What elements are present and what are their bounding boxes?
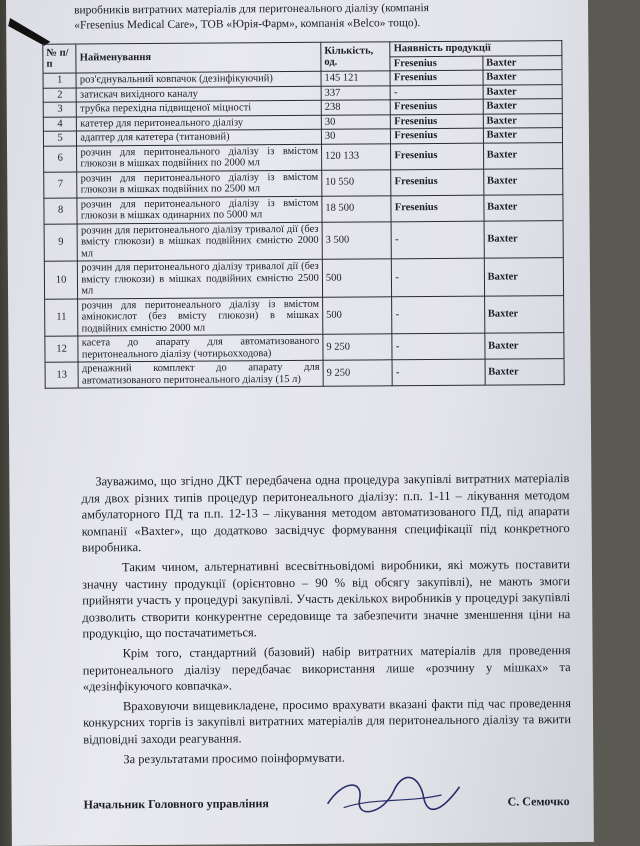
table-cell-qty: 10 550 [322, 169, 392, 195]
table-cell-baxter: Baxter [484, 220, 564, 258]
table-cell-baxter: Baxter [483, 99, 562, 114]
table-cell-num: 10 [44, 261, 78, 299]
table-cell-name: розчин для перитонеального діалізу із вмістом глюкози в мішках одинарних по 5000 мл [77, 196, 322, 224]
table-row [44, 220, 563, 261]
table-cell-avail: Fresenius [391, 128, 483, 143]
table-row [45, 333, 564, 363]
paragraph-5: За результатами просимо поінформувати. [123, 750, 345, 766]
table-cell-baxter: Baxter [483, 128, 562, 143]
table-cell-num: 7 [44, 172, 78, 198]
table-cell-qty: 9 250 [323, 334, 393, 360]
table-cell-avail: - [392, 296, 485, 334]
table-cell-avail: - [391, 221, 484, 259]
header-name: Найменування [76, 42, 321, 73]
products-table [42, 40, 564, 389]
table-cell-qty: 500 [322, 259, 392, 297]
header-availability: Наявність продукції [390, 41, 562, 57]
table-cell-num: 3 [43, 102, 76, 117]
table-cell-baxter: Baxter [483, 113, 562, 128]
table-cell-num: 4 [43, 117, 76, 132]
table-row [45, 359, 564, 389]
signatory-title: Начальник Головного управління [83, 796, 269, 812]
header-line-1: виробників витратних матеріалів для перитонеального діалізу (компанія [74, 2, 429, 17]
table-cell-num: 9 [44, 224, 78, 262]
table-cell-name: роз'єднувальний ковпачок (дезінфікуючий) [76, 71, 321, 87]
handwritten-signature [323, 773, 463, 818]
table-cell-qty: 18 500 [322, 195, 392, 221]
table-cell-name: трубка перехідна підвищеної міцності [77, 100, 322, 116]
table-cell-avail: Fresenius [391, 195, 483, 222]
paragraph-2: Таким чином, альтернативні всесвітньовідомі виробники, які можуть поставити значну частину продукції (орієнтовно – 90 % від обсягу закупівлі), не мають змоги прийняти участь у процедурі закупівлі. Участь декількох виробників у процедурі закупівлі дозволить створити конкурентне середовище та забезпечити значне зменшення ціни на продукцію, що постачатиметься. [82, 557, 571, 641]
table-cell-qty: 30 [321, 114, 391, 129]
table-cell-qty: 9 250 [323, 360, 393, 386]
header-qty: Кількість, од. [321, 42, 391, 71]
letter-body [81, 470, 571, 770]
table-cell-qty: 238 [321, 100, 391, 115]
table-cell-name: розчин для перитонеального діалізу із вмістом глюкози в мішках подвійних по 2500 мл [77, 170, 322, 198]
table-cell-num: 1 [43, 73, 76, 88]
table-row [44, 194, 563, 224]
table-row [44, 258, 563, 299]
table-cell-baxter: Baxter [483, 168, 563, 195]
table-cell-num: 12 [45, 336, 79, 362]
table-cell-qty: 337 [321, 85, 391, 100]
table-cell-avail: Fresenius [390, 70, 482, 85]
table-cell-baxter: Baxter [483, 70, 562, 85]
document-header [74, 0, 564, 33]
table-cell-avail: - [392, 258, 485, 296]
table-cell-baxter: Baxter [483, 142, 563, 169]
table-cell-num: 13 [45, 362, 79, 388]
table-cell-num: 11 [45, 299, 79, 337]
table-cell-qty: 500 [323, 296, 393, 334]
table-cell-avail: - [392, 333, 484, 360]
table-cell-avail: - [390, 85, 482, 100]
table-cell-name: розчин для перитонеального діалізу із вмістом глюкози в мішках подвійних по 2000 мл [77, 144, 322, 172]
table-cell-baxter: Baxter [485, 333, 565, 360]
table-cell-name: розчин для перитонеального діалізу із вмістом амінокислот (без вмісту глюкози) в мішках подвійних ємністю 2000 мл [78, 297, 323, 336]
table-cell-name: катетер для перитонеального діалізу [77, 115, 322, 131]
table-cell-name: адаптер для катетера (титановий) [77, 129, 322, 145]
table-row [45, 295, 564, 336]
table-cell-qty: 3 500 [322, 221, 392, 259]
table-cell-avail: - [392, 359, 484, 386]
table-cell-avail: Fresenius [391, 99, 483, 114]
table-cell-avail: Fresenius [391, 143, 483, 170]
table-cell-baxter: Baxter [484, 258, 564, 296]
table-cell-num: 8 [44, 198, 78, 224]
table-cell-avail: Fresenius [391, 169, 483, 196]
table-cell-baxter: Baxter [483, 55, 562, 70]
table-row [44, 168, 563, 198]
paragraph-1: Зауважимо, що згідно ДКТ передбачена одна процедура закупівлі витратних матеріалів для двох різних типів процедур перитонеального діалізу: п.п. 1-11 – лікування методом амбулаторного ПД та п.п. 12-13 – лікування методом автоматизованого ПД, під апарати компанії «Baxter», що додатково засвідчує формування специфікації під конкретного виробника. [81, 471, 570, 555]
table-cell-name: касета до апарату для автоматизованого перитонеального діалізу (чотирьохходова) [78, 334, 323, 362]
signatory-name: С. Семочко [507, 794, 570, 809]
table-cell-baxter: Baxter [484, 295, 564, 333]
paragraph-3: Крім того, стандартний (базовий) набір витратних матеріалів для проведення перитонеального діалізу передбачає використання лише «розчину у мішках» та «дезінфікуючого ковпачка». [82, 643, 571, 694]
table-cell-num: 2 [43, 88, 76, 103]
table-cell-name: розчин для перитонеального діалізу тривалої дії (без вмісту глюкози) в мішках подвійних ємністю 2500 мл [78, 259, 323, 298]
table-cell-avail: Fresenius [391, 114, 483, 129]
table-cell-avail: Fresenius [390, 56, 482, 71]
header-line-2: «Fresenius Medical Care», ТОВ «Юрія-Фарм», компанія «Belco» тощо). [74, 17, 421, 32]
table-cell-baxter: Baxter [484, 194, 564, 221]
table-cell-name: розчин для перитонеального діалізу тривалої дії (без вмісту глюкози) в мішках подвійних ємністю 2000 мл [77, 222, 322, 261]
table-cell-num: 5 [43, 131, 76, 146]
document-page [6, 0, 594, 846]
signature-block [84, 794, 584, 812]
table-cell-name: затискач вихідного каналу [76, 86, 321, 102]
table-cell-qty: 30 [321, 129, 391, 144]
table-cell-name: дренажний комплект до апарату для автоматизованого перитонеального діалізу (15 л) [78, 360, 323, 388]
table-cell-qty: 145 121 [321, 71, 391, 86]
table-cell-baxter: Baxter [485, 359, 565, 386]
paragraph-4: Враховуючи вищевикладене, просимо врахувати вказані факти під час проведення конкурсних торгів із закупівлі витратних матеріалів для перитонеального діалізу та вжити відповідні заходи реагування. [82, 695, 572, 747]
header-num: № п/п [43, 44, 77, 73]
table-cell-qty: 120 133 [321, 143, 391, 169]
table-row [44, 142, 563, 172]
table-cell-baxter: Baxter [483, 84, 562, 99]
table-cell-num: 6 [44, 146, 78, 172]
